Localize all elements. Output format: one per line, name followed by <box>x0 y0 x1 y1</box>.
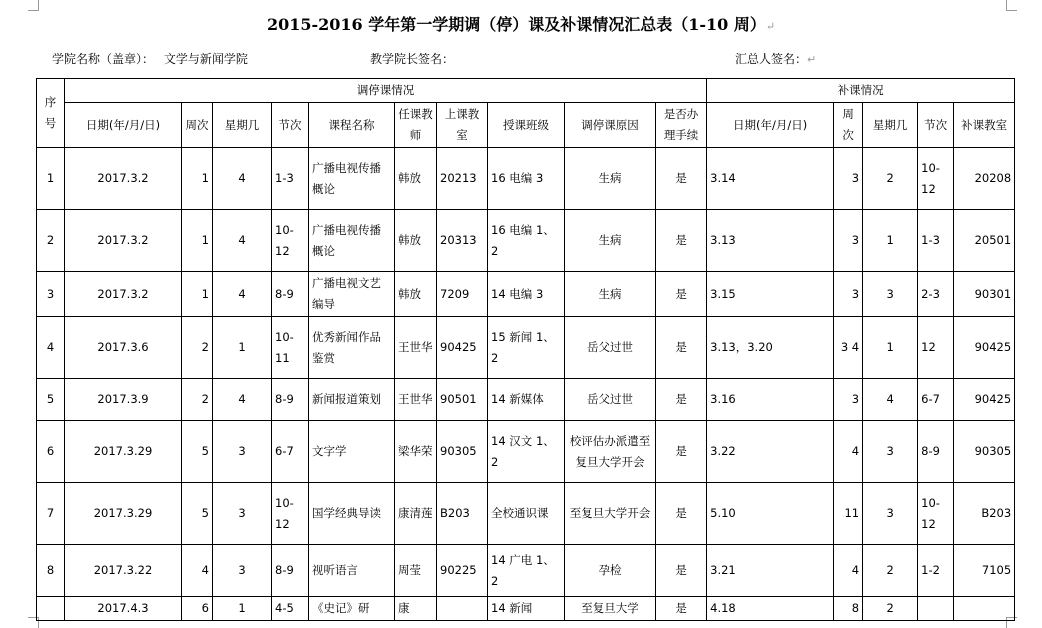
cell-reason: 校评估办派遣至复旦大学开会 <box>565 421 656 483</box>
cell-m-date: 3.14 <box>707 148 834 210</box>
cell-date: 2017.3.22 <box>65 545 182 597</box>
cell-m-room: 90425 <box>954 317 1015 379</box>
college-label: 学院名称（盖章）： <box>52 52 155 66</box>
cell-teacher: 韩放 <box>395 210 437 272</box>
cell-period: 8-9 <box>272 545 309 597</box>
cell-m-week: 3 4 <box>834 317 863 379</box>
cell-no: 2 <box>37 210 65 272</box>
summarizer-signature-field: 汇总人签名：↵ <box>735 52 817 66</box>
cell-m-date: 3.15 <box>707 272 834 317</box>
cell-teacher: 康 <box>395 597 437 621</box>
cell-m-room: B203 <box>954 483 1015 545</box>
cell-week: 1 <box>182 272 213 317</box>
cell-reason: 岳父过世 <box>565 317 656 379</box>
cell-room: 90501 <box>437 379 488 421</box>
cell-m-date: 3.16 <box>707 379 834 421</box>
cell-day: 4 <box>213 379 272 421</box>
cell-proc: 是 <box>656 545 707 597</box>
cell-m-period <box>918 597 954 621</box>
cell-reason: 孕检 <box>565 545 656 597</box>
cell-m-room: 7105 <box>954 545 1015 597</box>
cell-class: 14 新媒体 <box>488 379 565 421</box>
cell-course: 国学经典导读 <box>309 483 395 545</box>
cell-class: 全校通识课 <box>488 483 565 545</box>
cell-no: 4 <box>37 317 65 379</box>
cell-proc: 是 <box>656 317 707 379</box>
col-makeup-room: 补课教室 <box>954 103 1015 148</box>
cell-reason: 生病 <box>565 210 656 272</box>
cell-reason: 岳父过世 <box>565 379 656 421</box>
cell-day: 3 <box>213 483 272 545</box>
cell-room: 7209 <box>437 272 488 317</box>
col-makeup-day: 星期几 <box>863 103 918 148</box>
cell-m-room: 90301 <box>954 272 1015 317</box>
cell-class: 14 汉文 1、2 <box>488 421 565 483</box>
cell-course: 广播电视文艺编导 <box>309 272 395 317</box>
cell-date: 2017.3.2 <box>65 148 182 210</box>
table-row <box>37 545 1015 597</box>
cell-class: 14 广电 1、2 <box>488 545 565 597</box>
table-row <box>37 210 1015 272</box>
cell-m-room: 90425 <box>954 379 1015 421</box>
cell-period: 10-12 <box>272 483 309 545</box>
cell-day: 1 <box>213 317 272 379</box>
cell-proc: 是 <box>656 421 707 483</box>
cell-m-week: 4 <box>834 421 863 483</box>
dean-label: 教学院长签名： <box>370 52 455 66</box>
cell-m-period: 1-2 <box>918 545 954 597</box>
cell-no: 7 <box>37 483 65 545</box>
dean-signature-field <box>370 50 454 67</box>
cell-week: 1 <box>182 148 213 210</box>
cell-m-period: 6-7 <box>918 379 954 421</box>
cell-no: 8 <box>37 545 65 597</box>
cell-room: 90425 <box>437 317 488 379</box>
cell-reason: 生病 <box>565 272 656 317</box>
cell-m-room: 90305 <box>954 421 1015 483</box>
col-date: 日期(年/月/日) <box>65 103 182 148</box>
table-row <box>37 272 1015 317</box>
cell-m-period: 10-12 <box>918 148 954 210</box>
table-row <box>37 597 1015 621</box>
college-field <box>52 50 248 67</box>
cell-reason: 至复旦大学开会 <box>565 483 656 545</box>
cell-course: 视听语言 <box>309 545 395 597</box>
cell-m-period: 10-12 <box>918 483 954 545</box>
cell-m-period: 2-3 <box>918 272 954 317</box>
cell-class: 16 电编 1、2 <box>488 210 565 272</box>
col-period: 节次 <box>272 103 309 148</box>
cell-course: 新闻报道策划 <box>309 379 395 421</box>
cell-course: 《史记》研 <box>309 597 395 621</box>
cell-reason: 至复旦大学 <box>565 597 656 621</box>
cell-day: 4 <box>213 210 272 272</box>
cell-date: 2017.3.2 <box>65 210 182 272</box>
cell-m-week: 3 <box>834 379 863 421</box>
cell-no: 1 <box>37 148 65 210</box>
cell-week: 6 <box>182 597 213 621</box>
cell-m-day: 3 <box>863 483 918 545</box>
cell-teacher: 康清莲 <box>395 483 437 545</box>
cell-day: 1 <box>213 597 272 621</box>
cell-m-day: 2 <box>863 597 918 621</box>
cell-m-day: 3 <box>863 272 918 317</box>
table-row <box>37 379 1015 421</box>
cell-m-room <box>954 597 1015 621</box>
cell-m-week: 4 <box>834 545 863 597</box>
cell-teacher: 梁华荣 <box>395 421 437 483</box>
col-teacher: 任课教师 <box>395 103 437 148</box>
cell-date: 2017.4.3 <box>65 597 182 621</box>
col-course: 课程名称 <box>309 103 395 148</box>
cell-week: 5 <box>182 483 213 545</box>
cell-proc: 是 <box>656 379 707 421</box>
cell-proc: 是 <box>656 148 707 210</box>
cell-teacher: 王世华 <box>395 317 437 379</box>
cell-m-date: 5.10 <box>707 483 834 545</box>
cell-m-day: 2 <box>863 148 918 210</box>
cell-m-period: 12 <box>918 317 954 379</box>
cell-m-day: 4 <box>863 379 918 421</box>
cell-week: 2 <box>182 317 213 379</box>
col-week: 周次 <box>182 103 213 148</box>
document-title: 2015-2016 学年第一学期调（停）课及补课情况汇总表（1-10 周）↵ <box>266 15 776 34</box>
cell-class: 16 电编 3 <box>488 148 565 210</box>
crop-mark-top-right <box>1006 0 1017 11</box>
col-day: 星期几 <box>213 103 272 148</box>
col-reason: 调停课原因 <box>565 103 656 148</box>
cell-proc: 是 <box>656 483 707 545</box>
group-makeup: 补课情况 <box>707 79 1015 103</box>
cell-date: 2017.3.29 <box>65 483 182 545</box>
college-value: 文学与新闻学院 <box>163 52 248 66</box>
cell-no: 6 <box>37 421 65 483</box>
cell-period: 6-7 <box>272 421 309 483</box>
cell-period: 10-12 <box>272 210 309 272</box>
cell-period: 8-9 <box>272 272 309 317</box>
cell-week: 1 <box>182 210 213 272</box>
col-procedure: 是否办理手续 <box>656 103 707 148</box>
cell-course: 广播电视传播概论 <box>309 148 395 210</box>
cell-m-date: 3.13，3.20 <box>707 317 834 379</box>
cell-m-day: 1 <box>863 210 918 272</box>
cell-date: 2017.3.29 <box>65 421 182 483</box>
cell-no: 3 <box>37 272 65 317</box>
table-row <box>37 148 1015 210</box>
cell-week: 5 <box>182 421 213 483</box>
cell-proc: 是 <box>656 210 707 272</box>
table-row <box>37 421 1015 483</box>
cell-teacher: 韩放 <box>395 272 437 317</box>
cell-teacher: 韩放 <box>395 148 437 210</box>
cell-m-week: 3 <box>834 148 863 210</box>
cell-m-period: 1-3 <box>918 210 954 272</box>
col-no: 序号 <box>37 79 65 148</box>
group-adjust: 调停课情况 <box>65 79 707 103</box>
cell-day: 3 <box>213 545 272 597</box>
cell-date: 2017.3.9 <box>65 379 182 421</box>
cell-m-week: 3 <box>834 272 863 317</box>
cell-week: 4 <box>182 545 213 597</box>
col-makeup-date: 日期(年/月/日) <box>707 103 834 148</box>
course-adjustment-table <box>36 78 1015 621</box>
cell-period: 10-11 <box>272 317 309 379</box>
cell-course: 广播电视传播概论 <box>309 210 395 272</box>
cell-m-day: 2 <box>863 545 918 597</box>
cell-date: 2017.3.6 <box>65 317 182 379</box>
cell-m-day: 3 <box>863 421 918 483</box>
cell-class: 14 电编 3 <box>488 272 565 317</box>
cell-m-date: 3.21 <box>707 545 834 597</box>
cell-m-day: 1 <box>863 317 918 379</box>
cell-m-week: 11 <box>834 483 863 545</box>
cell-m-week: 3 <box>834 210 863 272</box>
cell-m-room: 20501 <box>954 210 1015 272</box>
col-room: 上课教室 <box>437 103 488 148</box>
cell-room: B203 <box>437 483 488 545</box>
cell-room <box>437 597 488 621</box>
summarizer-label: 汇总人签名： <box>735 52 808 66</box>
cell-m-date: 3.13 <box>707 210 834 272</box>
cell-week: 2 <box>182 379 213 421</box>
cell-day: 3 <box>213 421 272 483</box>
cell-period: 4-5 <box>272 597 309 621</box>
col-class: 授课班级 <box>488 103 565 148</box>
crop-mark-top-left <box>28 0 39 11</box>
cell-course: 优秀新闻作品鉴赏 <box>309 317 395 379</box>
cell-day: 4 <box>213 272 272 317</box>
cell-room: 20213 <box>437 148 488 210</box>
cell-m-date: 3.22 <box>707 421 834 483</box>
cell-class: 15 新闻 1、2 <box>488 317 565 379</box>
cell-teacher: 周莹 <box>395 545 437 597</box>
cell-course: 文字学 <box>309 421 395 483</box>
col-makeup-week: 周次 <box>834 103 863 148</box>
cell-m-date: 4.18 <box>707 597 834 621</box>
cell-room: 90225 <box>437 545 488 597</box>
cell-class: 14 新闻 <box>488 597 565 621</box>
col-makeup-period: 节次 <box>918 103 954 148</box>
cell-room: 90305 <box>437 421 488 483</box>
cell-period: 1-3 <box>272 148 309 210</box>
cell-day: 4 <box>213 148 272 210</box>
cell-date: 2017.3.2 <box>65 272 182 317</box>
table-row <box>37 483 1015 545</box>
cell-m-room: 20208 <box>954 148 1015 210</box>
cell-no <box>37 597 65 621</box>
cell-room: 20313 <box>437 210 488 272</box>
cell-period: 8-9 <box>272 379 309 421</box>
cell-proc: 是 <box>656 597 707 621</box>
cell-m-week: 8 <box>834 597 863 621</box>
cell-reason: 生病 <box>565 148 656 210</box>
table-row <box>37 317 1015 379</box>
cell-no: 5 <box>37 379 65 421</box>
cell-proc: 是 <box>656 272 707 317</box>
cell-teacher: 王世华 <box>395 379 437 421</box>
cell-m-period: 8-9 <box>918 421 954 483</box>
